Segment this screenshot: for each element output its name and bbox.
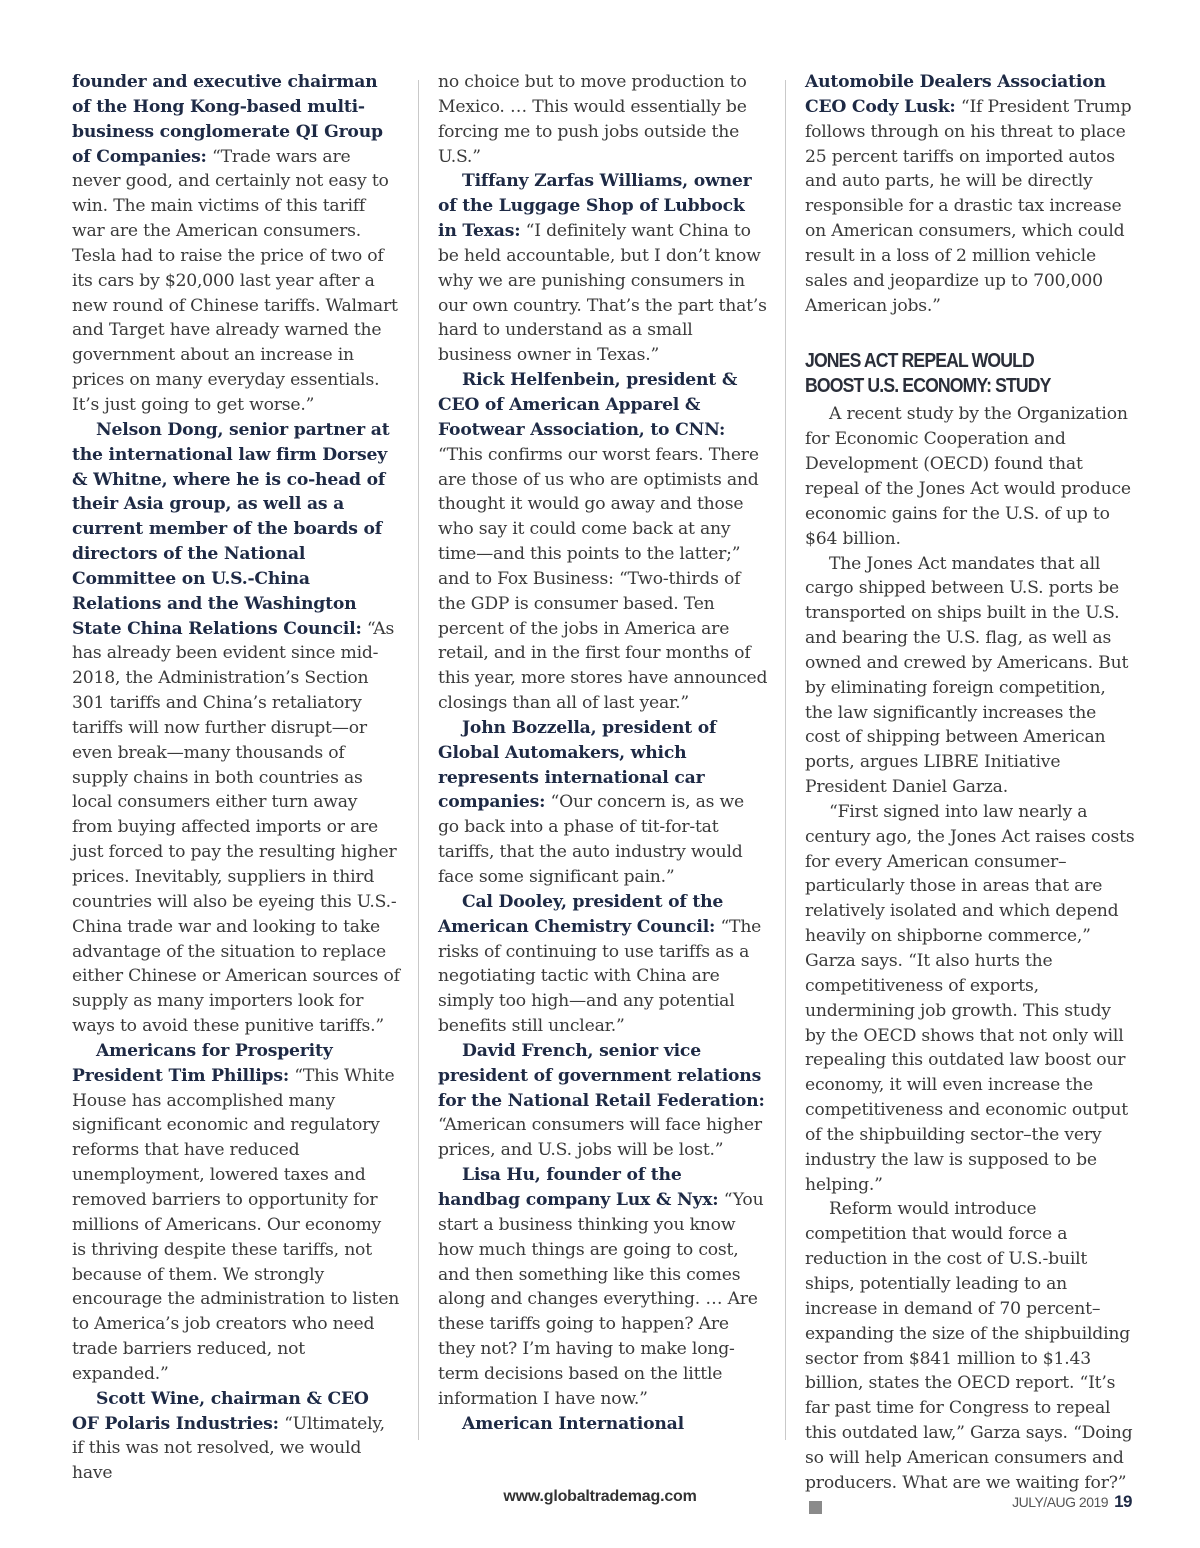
column-divider [418, 80, 419, 1440]
quote-paragraph [805, 70, 1135, 318]
quote-text: “Trade wars are never good, and certainly not easy to win. The main victims of this tariff war are the American consumers. Tesla had to raise the price of two of its cars by $20,000 last year after a new round of Chinese tariffs. Walmart and Target have already warned the government about an increase in prices on many everyday essentials. It’s just going to get worse.” [72, 146, 398, 415]
quote-text: “Ultimately, if this was not resolved, we would have [72, 1413, 385, 1484]
quote-text: “I definitely want China to be held accountable, but I don’t know why we are punishing consumers in our own country. That’s the part that’s hard to understand as a small business owner in Texas.” [438, 221, 767, 366]
quote-text: “Our concern is, as we go back into a phase of tit-for-tat tariffs, that the auto industry would face some significant pain.” [438, 792, 745, 887]
quote-paragraph [438, 890, 768, 1039]
speaker-name: John Bozzella, president of Global Automakers, which represents international car companies: [438, 717, 717, 813]
body-text: “First signed into law nearly a century ago, the Jones Act raises costs for every American consumer–particularly those in areas that are relatively isolated and which depend heavily on shipborne commerce,” Garza says. “It also hurts the competitiveness of exports, undermining job growth. This study by the OECD shows that not only will repealing this outdated law boost our economy, it will even increase the competitiveness and economic output of the shipbuilding sector–the very industry the law is supposed to be helping.” [805, 801, 1135, 1195]
body-paragraph [805, 552, 1135, 800]
speaker-name: founder and executive chairman of the Hong Kong-based multi-business conglomerate QI Group of Companies: [72, 72, 383, 167]
speaker-name: Lisa Hu, founder of the handbag company Lux & Nyx: [438, 1165, 719, 1210]
speaker-name: Tiffany Zarfas Williams, owner of the Luggage Shop of Lubbock in Texas: [438, 171, 752, 242]
body-paragraph [805, 1197, 1135, 1520]
quote-paragraph [438, 1163, 768, 1411]
speaker-name: Cal Dooley, president of the American Chemistry Council: [438, 891, 724, 937]
quote-text: “If President Trump follows through on his threat to place 25 percent tariffs on imported autos and auto parts, he will be directly responsible for a drastic tax increase on American consumers, which could result in a loss of 2 million vehicle sales and jeopardize up to 700,000 American jobs.” [805, 96, 1132, 316]
body-paragraph [805, 800, 1135, 1198]
quote-paragraph [72, 1039, 400, 1387]
speaker-name: Automobile Dealers Association CEO Cody Lusk: [805, 72, 1106, 117]
article-column-3 [805, 70, 1135, 1520]
body-text: A recent study by the Organization for Economic Cooperation and Development (OECD) found that repeal of the Jones Act would produce economic gains for the U.S. of up to $64 billion. [805, 404, 1131, 549]
body-paragraph [805, 402, 1135, 551]
quote-paragraph [72, 418, 400, 1039]
speaker-name: David French, senior vice president of government relations for the National Retail Federation: [438, 1040, 765, 1111]
page-number: 19 [1114, 1492, 1132, 1511]
quote-paragraph [72, 1387, 400, 1486]
quote-paragraph [438, 70, 768, 169]
article-column-2 [438, 70, 768, 1436]
quote-paragraph [72, 70, 400, 418]
issue-info [1012, 1492, 1132, 1512]
body-text: The Jones Act mandates that all cargo shipped between U.S. ports be transported on ships built in the U.S. and bearing the U.S. flag, as well as owned and crewed by Americans. But by eliminating foreign competition, the law significantly increases the cost of shipping between American ports, argues LIBRE Initiative President Daniel Garza. [805, 553, 1129, 798]
section-heading: JONES ACT REPEAL WOULD BOOST U.S. ECONOMY: STUDY [805, 349, 1051, 398]
speaker-name: Americans for Prosperity President Tim Phillips: [72, 1040, 333, 1086]
quote-text: “American consumers will face higher prices, and U.S. jobs will be lost.” [438, 1115, 762, 1161]
body-text: Reform would introduce competition that would force a reduction in the cost of U.S.-built ships, potentially leading to an increase in demand of 70 percent–expanding the size of the shipbuilding sector from $841 million to $1.43 billion, states the OECD report. “It’s far past time for Congress to repeal this outdated law,” Garza says. “Doing so will help American consumers and producers. What are we waiting for?” [805, 1199, 1133, 1493]
quote-text: “This confirms our worst fears. There are those of us who are optimists and thought it would go away and those who say it could come back at any time—and this points to the latter;” and to Fox Business: “Two-thirds of the GDP is consumer based. Ten percent of the jobs in America are retail, and in the first four months of this year, more stores have announced closings than all of last year.” [438, 444, 768, 714]
column-divider [785, 80, 786, 1440]
quote-paragraph [438, 368, 768, 716]
speaker-name: American International [462, 1413, 684, 1434]
quote-text: “You start a business thinking you know how much things are going to cost, and then something like this comes along and changes everything. … Are these tariffs going to happen? Are they not? I’m having to make long-term decisions based on the little information I have now.” [438, 1189, 764, 1409]
speaker-name: Scott Wine, chairman & CEO OF Polaris Industries: [72, 1388, 369, 1434]
quote-paragraph [438, 1412, 768, 1437]
website-url: www.globaltrademag.com [503, 1488, 697, 1505]
quote-paragraph [438, 716, 768, 890]
quote-text: “The risks of continuing to use tariffs as a negotiating tactic with China are simply too high—and any potential benefits still unclear.” [438, 916, 762, 1037]
issue-date: JULY/AUG 2019 [1012, 1494, 1109, 1510]
speaker-name: Rick Helfenbein, president & CEO of American Apparel & Footwear Association, to CNN: [438, 370, 738, 440]
quote-text: “As has already been evident since mid-2018, the Administration’s Section 301 tariffs and China’s retaliatory tariffs will now further disrupt—or even break—many thousands of supply chains in both countries as local consumers either turn away from buying affected imports or are just forced to pay the resulting higher prices. Inevitably, suppliers in third countries will also be eyeing this U.S.-China trade war and looking to take advantage of the situation to replace either Chinese or American sources of supply as many importers look for ways to avoid these punitive tariffs.” [72, 618, 400, 1037]
quote-paragraph [438, 169, 768, 368]
quote-text: “This White House has accomplished many significant economic and regulatory reforms that have reduced unemployment, lowered taxes and removed barriers to opportunity for millions of Americans. Our economy is thriving despite these tariffs, not because of them. We strongly encourage the administration to listen to America’s job creators who need trade barriers reduced, not expanded.” [72, 1065, 400, 1384]
speaker-name: Nelson Dong, senior partner at the international law firm Dorsey & Whitne, where he is co-head of their Asia group, as well as a current member of the boards of directors of the National Committee on U.S.-China Relations and the Washington State China Relations Council: [72, 419, 390, 639]
article-column-1 [72, 70, 400, 1486]
quote-paragraph [438, 1039, 768, 1163]
quote-text: no choice but to move production to Mexico. … This would essentially be forcing me to push jobs outside the U.S.” [438, 72, 747, 167]
